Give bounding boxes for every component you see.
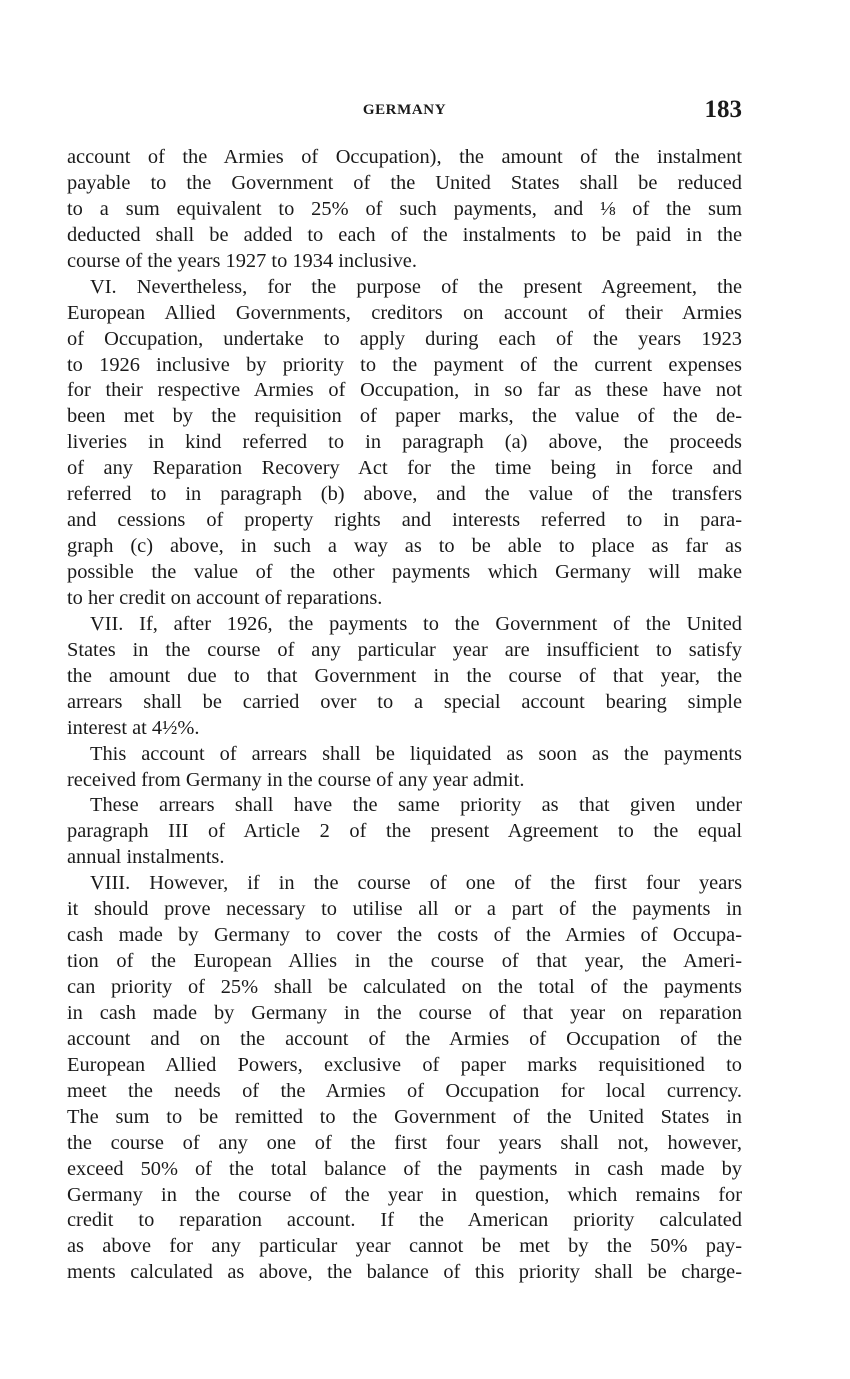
- text-line: exceed 50% of the total balance of the payments in cash made by: [67, 1157, 742, 1180]
- text-line: VI. Nevertheless, for the purpose of the present Agreement, the: [90, 275, 742, 298]
- text-line: Germany in the course of the year in question, which remains for: [67, 1183, 742, 1206]
- text-line: course of the years 1927 to 1934 inclusive.: [67, 249, 417, 272]
- text-line: can priority of 25% shall be calculated on the total of the payments: [67, 976, 742, 998]
- text-line: of Occupation, undertake to apply during each of the years 1923: [67, 327, 742, 350]
- text-line: as above for any particular year cannot be met by the 50% pay-: [67, 1235, 742, 1258]
- text-line: in cash made by Germany in the course of that year on reparation: [67, 1001, 742, 1024]
- text-line: to a sum equivalent to 25% of such payments, and ⅛ of the sum: [67, 197, 742, 220]
- text-line: tion of the European Allies in the course of that year, the Ameri-: [67, 950, 742, 973]
- text-line: account of the Armies of Occupation), the amount of the instalment: [67, 146, 742, 168]
- text-line: VII. If, after 1926, the payments to the Government of the United: [90, 612, 742, 635]
- text-line: it should prove necessary to utilise all or a part of the payments in: [67, 898, 742, 921]
- text-line: possible the value of the other payments which Germany will make: [67, 561, 742, 583]
- page-header: [67, 96, 742, 128]
- text-line: referred to in paragraph (b) above, and the value of the transfers: [67, 483, 742, 506]
- text-line: interest at 4½%.: [67, 716, 200, 739]
- text-line: graph (c) above, in such a way as to be able to place as far as: [67, 535, 742, 558]
- text-line: liveries in kind referred to in paragraph (a) above, the proceeds: [67, 431, 742, 454]
- text-line: cash made by Germany to cover the costs of the Armies of Occupa-: [67, 924, 742, 947]
- text-line: ments calculated as above, the balance of this priority shall be charge-: [67, 1261, 742, 1284]
- text-line: paragraph III of Article 2 of the present Agreement to the equal: [67, 820, 742, 843]
- text-line: the course of any one of the first four years shall not, however,: [67, 1131, 742, 1154]
- text-line: been met by the requisition of paper marks, the value of the de-: [67, 405, 742, 428]
- page-number: 183: [704, 96, 742, 123]
- text-line: and cessions of property rights and interests referred to in para-: [67, 509, 742, 532]
- text-line: payable to the Government of the United States shall be reduced: [67, 171, 742, 194]
- running-head: GERMANY: [362, 102, 447, 118]
- text-line: States in the course of any particular year are insufficient to satisfy: [67, 638, 742, 661]
- text-line: the amount due to that Government in the course of that year, the: [67, 664, 742, 687]
- text-line: received from Germany in the course of any year admit.: [67, 768, 525, 791]
- body-text: [67, 145, 742, 1286]
- text-line: for their respective Armies of Occupation, in so far as these have not: [67, 379, 742, 402]
- text-line: deducted shall be added to each of the instalments to be paid in the: [67, 223, 742, 246]
- text-line: The sum to be remitted to the Government of the United States in: [67, 1105, 742, 1128]
- text-line: to 1926 inclusive by priority to the payment of the current expenses: [67, 353, 742, 376]
- text-line: European Allied Governments, creditors on account of their Armies: [67, 301, 742, 324]
- text-line: annual instalments.: [67, 846, 225, 869]
- text-line: This account of arrears shall be liquidated as soon as the payments: [90, 742, 742, 765]
- text-line: credit to reparation account. If the American priority calculated: [67, 1209, 742, 1232]
- text-line: account and on the account of the Armies of Occupation of the: [67, 1027, 742, 1050]
- text-line: VIII. However, if in the course of one of the first four years: [90, 872, 742, 895]
- text-line: of any Reparation Recovery Act for the time being in force and: [67, 457, 742, 480]
- text-line: European Allied Powers, exclusive of paper marks requisitioned to: [67, 1053, 742, 1076]
- text-line: to her credit on account of reparations.: [67, 586, 383, 609]
- text-line: meet the needs of the Armies of Occupation for local currency.: [67, 1079, 742, 1102]
- text-line: arrears shall be carried over to a special account bearing simple: [67, 690, 742, 713]
- text-line: These arrears shall have the same priority as that given under: [90, 794, 742, 817]
